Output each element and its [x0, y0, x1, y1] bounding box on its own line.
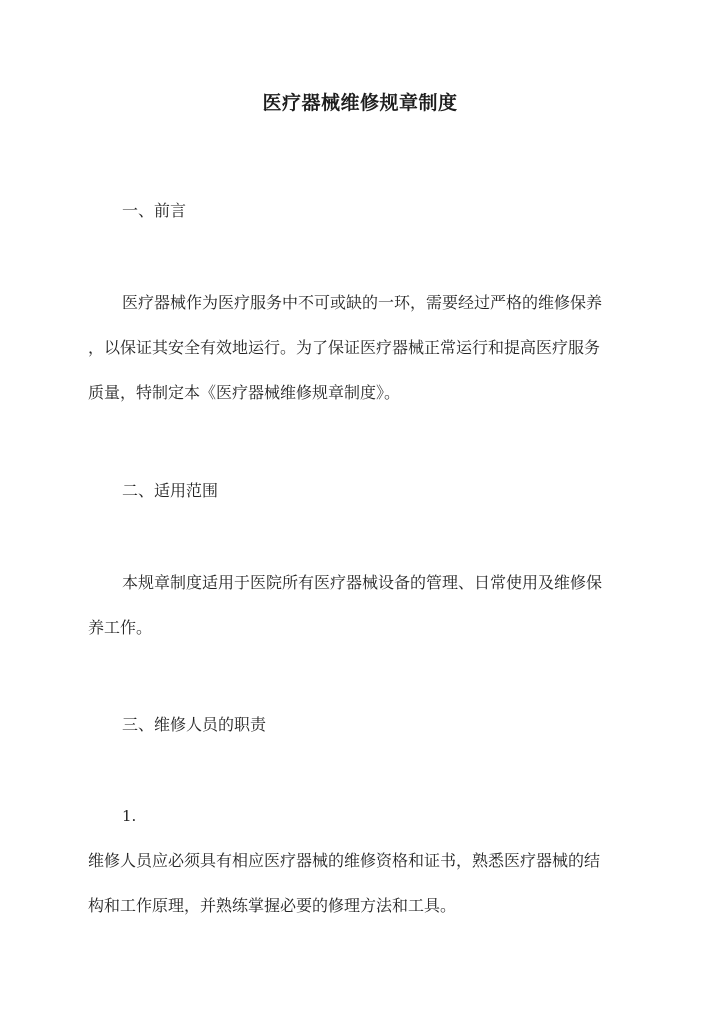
paragraph-line: 维修人员应必须具有相应医疗器械的维修资格和证书，熟悉医疗器械的结 — [88, 851, 601, 870]
paragraph-line: 医疗器械作为医疗服务中不可或缺的一环，需要经过严格的维修保养 — [122, 293, 603, 312]
paragraph-line: 养工作。 — [88, 618, 153, 637]
paragraph-line: 质量，特制定本《医疗器械维修规章制度》。 — [88, 383, 401, 402]
section-heading-duties: 三、维修人员的职责 — [122, 715, 267, 734]
paragraph-line: ，以保证其安全有效地运行。为了保证医疗器械正常运行和提高医疗服务 — [88, 338, 601, 357]
list-item-number: 1. — [122, 807, 137, 825]
paragraph-line: 本规章制度适用于医院所有医疗器械设备的管理、日常使用及维修保 — [122, 573, 603, 592]
list-item-text — [88, 838, 636, 928]
document-title: 医疗器械维修规章制度 — [262, 92, 458, 114]
section-heading-preface: 一、前言 — [122, 201, 187, 220]
section-paragraph-preface — [88, 280, 636, 415]
section-heading-scope: 二、适用范围 — [122, 481, 219, 500]
section-paragraph-scope — [88, 560, 636, 650]
paragraph-line: 构和工作原理，并熟练掌握必要的修理方法和工具。 — [88, 896, 457, 915]
